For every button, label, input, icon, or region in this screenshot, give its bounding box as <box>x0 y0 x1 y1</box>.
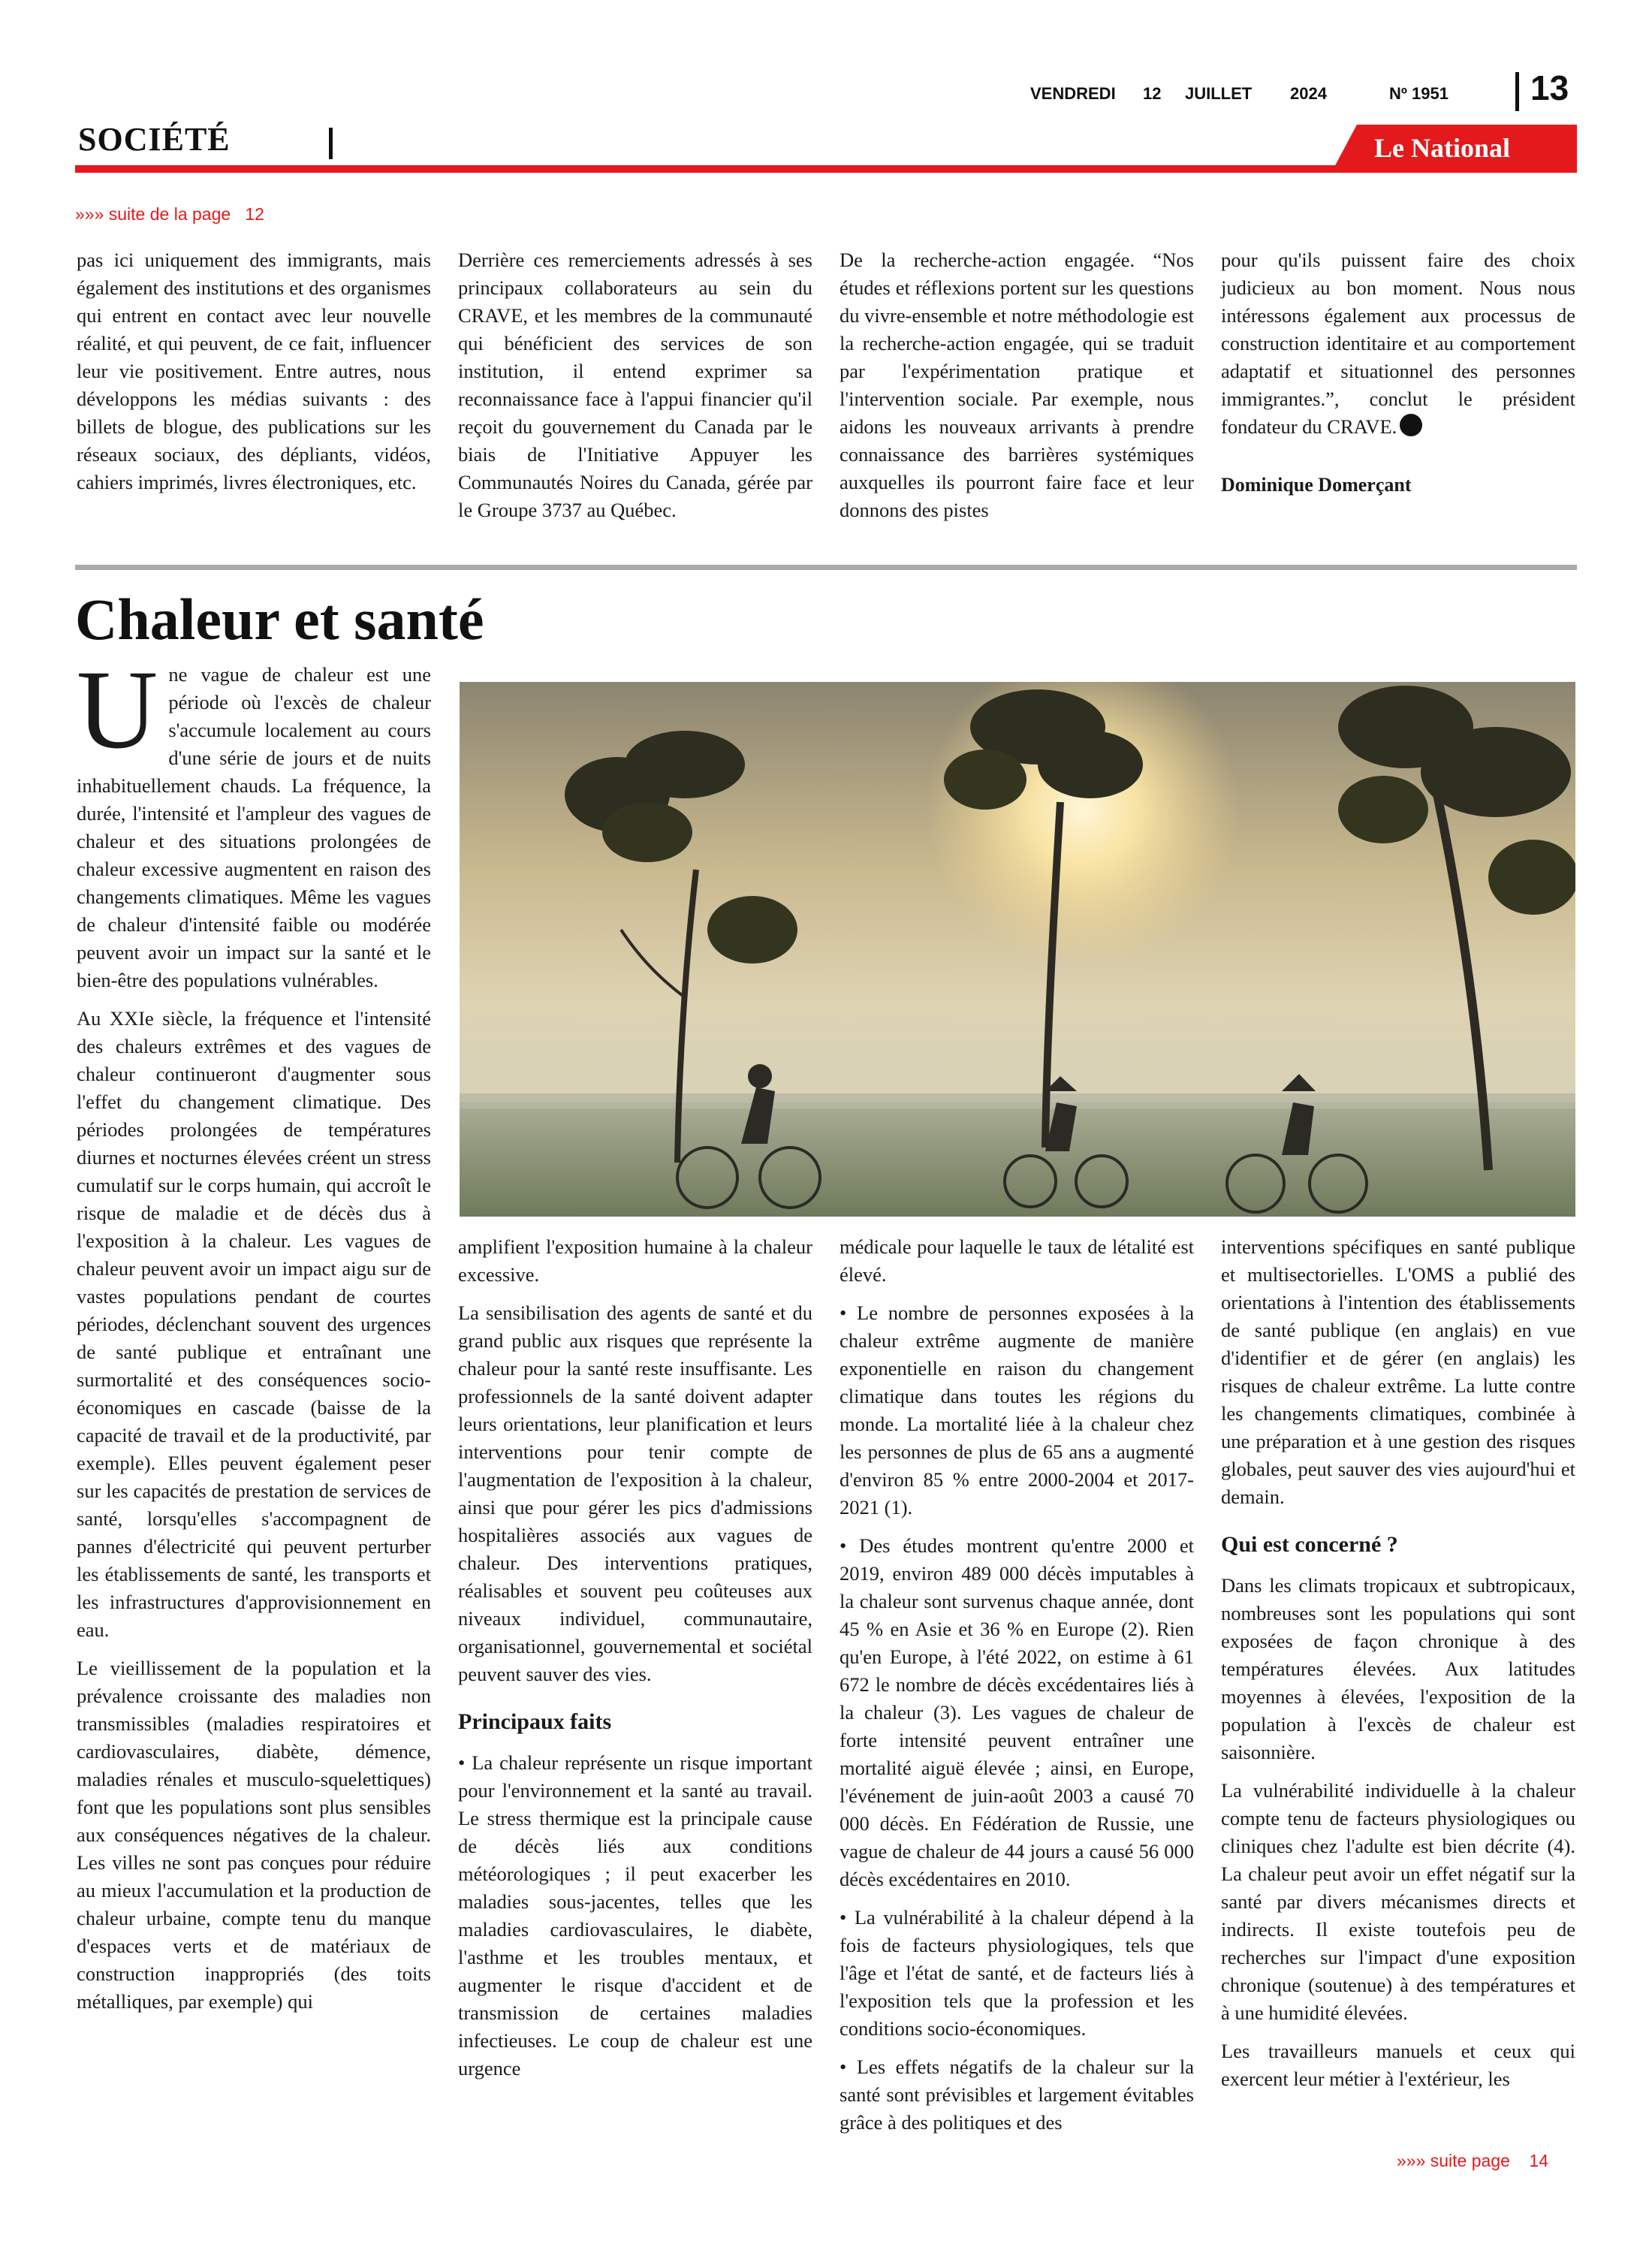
continued-to-label: »»» suite page <box>1397 2151 1510 2170</box>
paragraph: La vulnérabilité individuelle à la chaleur compte tenu de facteurs physiologiques ou cliniques chez l'adulte est bien décrite (4). La chaleur peut avoir un effet négatif sur la santé par divers mécanismes directs et indirects. Il existe toutefois peu de recherches sur l'impact d'une exposition chronique (soutenue) à des températures et à une humidité élevées. <box>1221 1779 1575 2024</box>
continued-from-label: »»» suite de la page <box>75 204 231 224</box>
article-end-icon <box>1400 414 1422 436</box>
top-article-column-1 <box>77 246 431 496</box>
section-title: SOCIÉTÉ <box>78 121 231 158</box>
brand-name: Le National <box>1374 133 1511 163</box>
continued-to-page: 14 <box>1529 2151 1549 2170</box>
issue-date-number: 12 <box>1143 84 1162 103</box>
main-article-column-2 <box>458 1233 812 2083</box>
issue-year: 2024 <box>1290 84 1327 103</box>
bullet-paragraph: • Des études montrent qu'entre 2000 et 2019, environ 489 000 décès imputables à la chaleur sont survenus chaque année, dont 45 % en Asie et 36 % en Europe (2). Rien qu'en Europe, à l'été 2022, on estime à 61 672 le nombre de décès excédentaires liés à la chaleur (3). Les vagues de chaleur de forte intensité peuvent entraîner une mortalité aiguë élevée ; ainsi, en Europe, l'événement de juin-août 2003 a causé 70 000 décès. En Fédération de Russie, une vague de chaleur de 44 jours a causé 56 000 décès excédentaires en 2010. <box>840 1534 1194 1890</box>
issue-month: JUILLET <box>1185 84 1253 103</box>
top-article-col3-text: De la recherche-action engagée. “Nos études et réflexions portent sur les questions du vivre-ensemble et notre méthodologie est la recherche-action engagée, qui se traduit par l'expérimentation pratique et l'intervention sociale. Par exemple, nous aidons les nouveaux arrivants à prendre connaissance des barrières systémiques auxquelles ils pourront faire face et leur donnons des pistes <box>840 249 1194 521</box>
paragraph-intro <box>77 647 431 994</box>
top-article-col4-text <box>1221 246 1575 441</box>
top-article-column-4 <box>1221 246 1575 499</box>
top-article-col2-text: Derrière ces remerciements adressés à ses principaux collaborateurs au sein du CRAVE, et les membres de la communauté qui bénéficient des services de son institution, il entend exprimer sa reconnaissance face à l'appui financier qu'il reçoit du gouvernement du Canada par le biais de l'Initiative Appuyer les Communautés Noires du Canada, gérée par le Groupe 3737 au Québec. <box>458 249 812 521</box>
paragraph: médicale pour laquelle le taux de létalité est élevé. <box>840 1235 1194 1286</box>
paragraph: amplifient l'exposition humaine à la chaleur excessive. <box>458 1235 812 1286</box>
section-divider <box>329 128 333 159</box>
bullet-paragraph: • Les effets négatifs de la chaleur sur la santé sont prévisibles et largement évitables grâce à des politiques et des <box>840 2055 1194 2134</box>
paragraph: La sensibilisation des agents de santé et du grand public aux risques que représente la chaleur pour la santé reste insuffisante. Les professionnels de la santé doivent adapter leurs orientations, leur planification et leurs interventions pour tenir compte de l'augmentation de l'exposition à la chaleur, ainsi que pour gérer les pics d'admissions hospitalières associés aux vagues de chaleur. Des interventions pratiques, réalisables et souvent peu coûteuses aux niveaux individuel, communautaire, organisationnel, gouvernemental et sociétal peuvent sauver des vies. <box>458 1301 812 1685</box>
top-article-column-3 <box>840 246 1194 524</box>
top-article-column-2 <box>458 246 812 524</box>
top-article-col4-body: pour qu'ils puissent faire des choix judicieux au bon moment. Nous nous intéressons également aux processus de construction identitaire et au comportement adaptatif et situationnel des personnes immigrantes.”, conclut le président fondateur du CRAVE. <box>1221 249 1575 438</box>
paragraph: Le vieillissement de la population et la prévalence croissante des maladies non transmissibles (maladies respiratoires et cardiovasculaires, diabète, démence, maladies rénales et musculo-squelettiques) font que les populations sont plus sensibles aux conséquences négatives de la chaleur. Les villes ne sont pas conçues pour réduire au mieux l'accumulation et la production de chaleur urbaine, compte tenu du manque d'espaces verts et de matériaux de construction inappropriés (des toits métalliques, par exemple) qui <box>77 1657 431 2013</box>
main-article-column-3 <box>840 1233 1194 2137</box>
top-article-col1-text: pas ici uniquement des immigrants, mais également des institutions et des organismes qui entrent en contact avec leur nouvelle réalité, et qui peuvent, de ce fait, influencer leur vie positivement. Entre autres, nous développons les médias suivants : des billets de blogue, des publications sur les réseaux sociaux, des dépliants, vidéos, cahiers imprimés, livres électroniques, etc. <box>77 249 431 493</box>
paragraph: Au XXIe siècle, la fréquence et l'intensité des chaleurs extrêmes et des vagues de chaleur continueront d'augmenter sous l'effet du changement climatique. Des périodes prolongées de températures diurnes et nocturnes élevées créent un stress cumulatif sur le corps humain, qui accroît le risque de maladie et de décès dus à l'exposition à la chaleur. Les vagues de chaleur peuvent avoir un impact aigu sur de vastes populations pendant de courtes périodes, déclenchant souvent des urgences de santé publique et entraînant une surmortalité et des conséquences socio-économiques en cascade (baisse de la capacité de travail et de la productivité, par exemple). Elles peuvent également peser sur les capacités de prestation de services de santé, lorsqu'elles s'accompagnent de pannes d'électricité qui peuvent perturber les établissements de santé, les transports et les infrastructures d'approvisionnement en eau. <box>77 1007 431 1641</box>
article-author: Dominique Domerçant <box>1221 474 1412 496</box>
header-rule <box>75 165 1577 173</box>
main-article-column-1 <box>77 647 431 2016</box>
continued-from <box>75 204 264 225</box>
article-title: Chaleur et santé <box>75 587 484 652</box>
main-article-column-4 <box>1221 1233 1575 2093</box>
cyclists-sunset-photo <box>460 682 1575 1217</box>
issue-number: Nº 1951 <box>1389 84 1449 103</box>
drop-cap: U <box>77 647 158 772</box>
bullet-paragraph: • La chaleur représente un risque important pour l'environnement et la santé au travail. Le stress thermique est la principale cause de décès liés aux conditions météorologiques ; il peut exacerber les maladies sous-jacentes, telles que les maladies cardiovasculaires, le diabète, l'asthme et les troubles mentaux, et augmenter le risque d'accident et de transmission de certaines maladies infectieuses. Le coup de chaleur est une urgence <box>458 1751 812 2080</box>
article-separator <box>75 565 1577 570</box>
page-number: 13 <box>1530 68 1569 107</box>
subheading-key-facts: Principaux faits <box>458 1709 612 1734</box>
article-photo <box>460 682 1575 1217</box>
page-number-divider <box>1515 72 1519 111</box>
continued-from-page: 12 <box>245 204 264 224</box>
paragraph: Dans les climats tropicaux et subtropicaux, nombreuses sont les populations qui sont exposées de façon chronique à des températures élevées. Aux latitudes moyennes à élevées, l'exposition de la population à l'excès de chaleur est saisonnière. <box>1221 1574 1575 1763</box>
paragraph: interventions spécifiques en santé publique et multisectorielles. L'OMS a publié des orientations à l'intention des établissements de santé publique (en anglais) en vue d'identifier et de gérer (en anglais) les risques de chaleur extrême. La lutte contre les changements climatiques, combinée à une préparation et à une gestion des risques globales, peut sauver des vies aujourd'hui et demain. <box>1221 1235 1575 1508</box>
bullet-paragraph: • Le nombre de personnes exposées à la chaleur extrême augmente de manière exponentielle en raison du changement climatique dans toutes les régions du monde. La mortalité liée à la chaleur chez les personnes de plus de 65 ans a augmenté d'environ 85 % entre 2000-2004 et 2017-2021 (1). <box>840 1301 1194 1519</box>
issue-day: VENDREDI <box>1030 84 1116 103</box>
continued-to <box>1397 2151 1548 2171</box>
subheading-who-is-affected: Qui est concerné ? <box>1221 1532 1398 1557</box>
paragraph-intro-text: ne vague de chaleur est une période où l'excès de chaleur s'accumule localement au cours d'une série de jours et de nuits inhabituellement chauds. La fréquence, la durée, l'intensité et l'ampleur des vagues de chaleur et des situations prolongées de chaleur excessive augmentent en raison des changements climatiques. Même les vagues de chaleur d'intensité faible ou modérée peuvent avoir un impact sur la santé et le bien-être des populations vulnérables. <box>77 663 431 991</box>
paragraph: Les travailleurs manuels et ceux qui exercent leur métier à l'extérieur, les <box>1221 2040 1575 2090</box>
bullet-paragraph: • La vulnérabilité à la chaleur dépend à la fois de facteurs physiologiques, tels que l'âge et l'état de santé, et de facteurs liés à l'exposition tels que la profession et les conditions socio-économiques. <box>840 1906 1194 2040</box>
